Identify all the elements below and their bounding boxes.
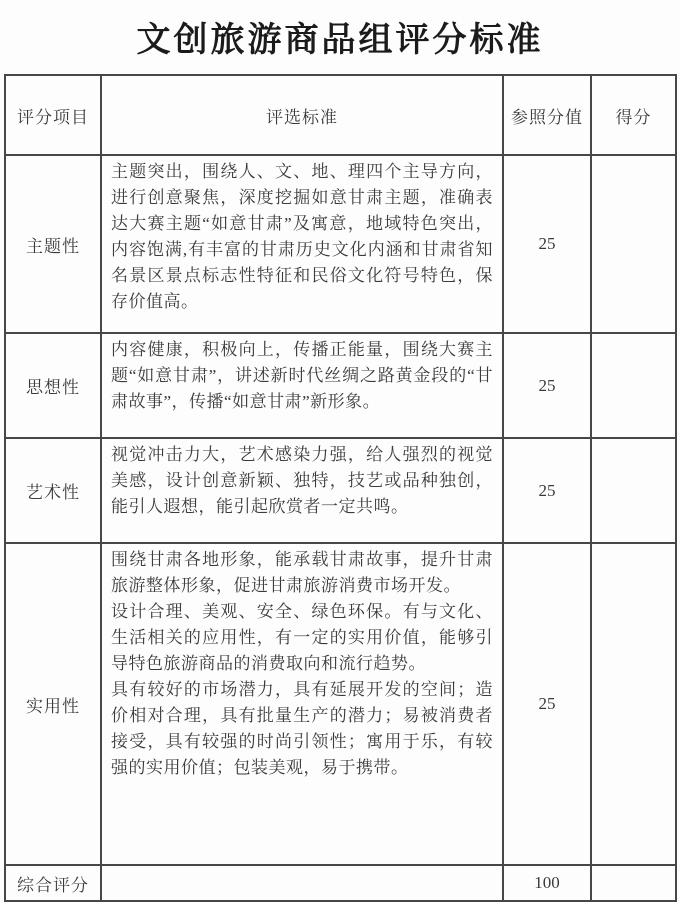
score-cell-idea <box>591 333 676 438</box>
criteria-text-total <box>101 865 503 901</box>
item-label-utility: 实用性 <box>5 543 101 865</box>
header-reference-score: 参照分值 <box>503 75 591 155</box>
score-cell-art <box>591 438 676 543</box>
item-label-idea: 思想性 <box>5 333 101 438</box>
reference-score-utility: 25 <box>503 543 591 865</box>
item-label-total: 综合评分 <box>5 865 101 901</box>
table-row-theme <box>5 155 676 333</box>
criteria-paragraph-1: 围绕甘肃各地形象，能承载甘肃故事，提升甘肃旅游整体形象，促进甘肃旅游消费市场开发。 <box>111 550 493 595</box>
table-row-total <box>5 865 676 901</box>
header-item: 评分项目 <box>5 75 101 155</box>
header-criteria: 评选标准 <box>101 75 503 155</box>
score-cell-utility <box>591 543 676 865</box>
criteria-paragraph-3: 具有较好的市场潜力，具有延展开发的空间；造价相对合理，具有批量生产的潜力；易被消费者接受，具有较强的时尚引领性；寓用于乐，有较强的实用价值；包装美观，易于携带。 <box>111 680 493 777</box>
reference-score-art: 25 <box>503 438 591 543</box>
header-score: 得分 <box>591 75 676 155</box>
criteria-text-art: 视觉冲击力大，艺术感染力强，给人强烈的视觉美感，设计创意新颖、独特，技艺或品种独创，能引人遐想，能引起欣赏者一定共鸣。 <box>101 438 503 543</box>
criteria-text-theme: 主题突出，围绕人、文、地、理四个主导方向，进行创意聚焦，深度挖掘如意甘肃主题，准确表达大赛主题“如意甘肃”及寓意，地域特色突出，内容饱满,有丰富的甘肃历史文化内涵和甘肃省知名景区景点标志性特征和民俗文化符号特色，保存价值高。 <box>101 155 503 333</box>
table-row-idea <box>5 333 676 438</box>
score-cell-total <box>591 865 676 901</box>
score-cell-theme <box>591 155 676 333</box>
reference-score-theme: 25 <box>503 155 591 333</box>
reference-score-total: 100 <box>503 865 591 901</box>
criteria-text-utility <box>101 543 503 865</box>
table-row-utility <box>5 543 676 865</box>
table-header-row <box>5 75 676 155</box>
reference-score-idea: 25 <box>503 333 591 438</box>
item-label-art: 艺术性 <box>5 438 101 543</box>
item-label-theme: 主题性 <box>5 155 101 333</box>
table-row-art <box>5 438 676 543</box>
criteria-paragraph-2: 设计合理、美观、安全、绿色环保。有与文化、生活相关的应用性，有一定的实用价值，能够引导特色旅游商品的消费取向和流行趋势。 <box>111 602 493 673</box>
scoring-table <box>4 74 677 902</box>
page-title: 文创旅游商品组评分标准 <box>136 21 544 59</box>
criteria-text-idea: 内容健康，积极向上，传播正能量，围绕大赛主题“如意甘肃”，讲述新时代丝绸之路黄金段的“甘肃故事”，传播“如意甘肃”新形象。 <box>101 333 503 438</box>
